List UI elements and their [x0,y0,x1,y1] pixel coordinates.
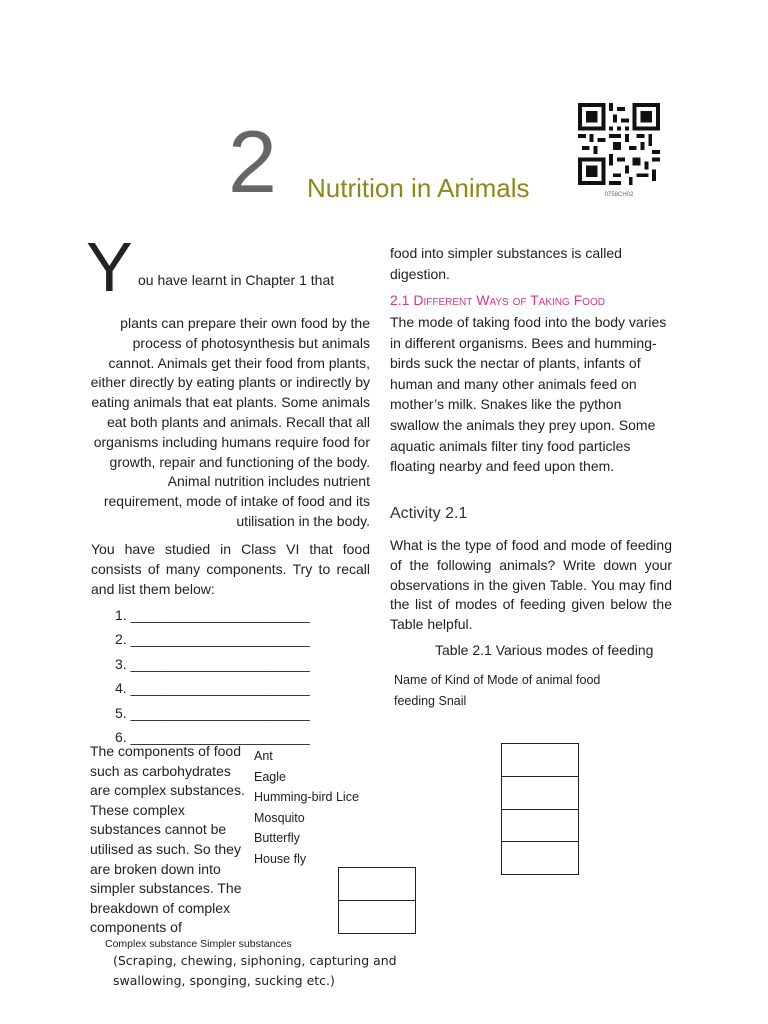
animal-item: Mosquito [254,810,305,825]
table-cell [501,743,579,777]
table-cell [501,809,579,842]
feeding-modes-note: (Scraping, chewing, siphoning, capturing and swallowing, sponging, sucking etc.) [113,953,397,988]
components-paragraph: The components of food such as carbohydrates are complex substances. These complex substances cannot be utilised as such. So they are broken down into simpler substances. The breakdown of complex components of [90,743,245,936]
animal-item: Humming-bird Lice [254,790,359,805]
animal-item: Butterfly [254,831,300,846]
chapter-title: Nutrition in Animals [307,173,530,203]
animal-item: House fly [254,851,307,866]
digestion-paragraph: food into simpler substances is called digestion. [390,245,622,282]
table-header-line: feeding Snail [394,693,467,708]
components-prompt: You have studied in Class VI that food consists of many components. Try to recall and list them below: [91,541,370,597]
blank-line[interactable]: 2. _______________________ [115,631,310,648]
section-heading: 2.1 Different Ways of Taking Food [390,292,606,308]
table-header [394,670,600,711]
section-paragraph: The mode of taking food into the body varies in different organisms. Bees and humming-birds suck the nectar of plants, infants of human and many other animals feed on mother’s milk. Snakes like the python swallow the animals they prey upon. Some aquatic animals filter tiny food particles floating nearby and feed upon them. [390,314,667,475]
animal-item: Eagle [254,769,286,784]
blank-line[interactable]: 1. _______________________ [115,607,310,623]
complex-substance-label: Complex substance Simpler substances [105,938,292,950]
table-header-line: Name of Kind of Mode of animal food [394,673,601,687]
table-cell [338,867,416,901]
qr-code-id: 0758CH02 [604,192,634,198]
activity-heading: Activity 2.1 [390,505,468,522]
drop-cap: Y [86,228,133,306]
qr-code-icon [578,103,660,185]
activity-paragraph: What is the type of food and mode of feeding of the following animals? Write down your observations in the given Table. You may find the list of modes of feeding given below the Table helpful. [390,537,672,633]
table-caption: Table 2.1 Various modes of feeding [435,642,654,658]
blank-line[interactable]: 6. _______________________ [115,729,310,746]
intro-first-line: ou have learnt in Chapter 1 that [138,272,335,288]
blank-line[interactable]: 4. _______________________ [115,680,310,697]
intro-paragraph: plants can prepare their own food by the process of photosynthesis but animals cannot. Animals get their food from plants, either directly by eating plants or indirectly by eating animals that eat plants. Some animals eat both plants and animals. Recall that all organisms including humans require food for growth, repair and functioning of the body. Animal nutrition includes nutrient requirement, mode of intake of food and its utilisation in the body. [90,315,370,529]
blank-line[interactable]: 5. _______________________ [115,704,310,721]
animal-list [254,746,359,870]
table-cell [338,900,416,934]
table-cell [501,776,579,810]
component-blank-list [115,603,310,749]
chapter-number: 2 [228,112,277,211]
table-cell [501,841,579,875]
animal-item: Ant [254,749,273,763]
blank-line[interactable]: 3. _______________________ [115,655,310,672]
